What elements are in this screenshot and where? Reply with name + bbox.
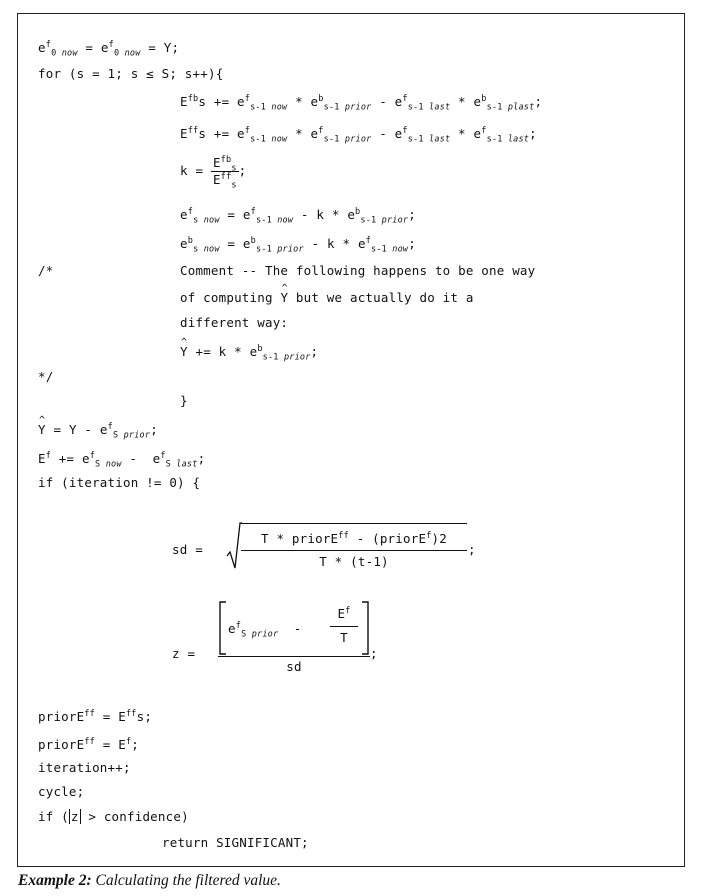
sd-fraction-bar xyxy=(241,550,467,551)
code-line-for: for (s = 1; s ≤ S; s++){ xyxy=(38,66,224,81)
z-lhs: z = xyxy=(172,646,196,661)
code-line-k: k = $\frac{E^{fb}_s}{E^{ff}_s}$ ; xyxy=(180,154,247,191)
code-line-ef-accum: $E^f += e^f_S$ $_{now} - e^f_S$ $_{last}$; xyxy=(38,450,206,470)
code-line-if-z: if ( z > confidence) xyxy=(38,809,189,824)
k-fraction: $\frac{E^{fb}_s}{E^{ff}_s}$ xyxy=(212,154,237,191)
code-line-ef-now: $e^f_s$ $_{now} = e^f_{s-1}$ $_{now}$ - k * $e^b_{s-1}$ $_{prior}$; xyxy=(180,206,416,226)
comment-line-2: of computing ^ Y but we actually do it a xyxy=(180,290,474,306)
comment-line-1: Comment -- The following happens to be one way xyxy=(180,263,536,278)
code-line-eb-now: $e^b_s$ $_{now} = e^b_{s-1}$ $_{prior}$ - k * $e^f_{s-1}$ $_{now}$; xyxy=(180,235,416,255)
code-line-prior-eff: priorE$^{ff}$ = $E^{ff}s$; xyxy=(38,708,153,724)
code-line-cycle: cycle; xyxy=(38,784,85,799)
code-line-prior-ef: priorE$^{ff}$ = $E^f$; xyxy=(38,736,139,752)
code-line-init: $e^f_0$ $_{now} = e^f_0$ $_{now}$ = Y; xyxy=(38,39,180,59)
z-inner-num: $E^f$ xyxy=(337,605,351,621)
sqrt-sign xyxy=(226,520,242,570)
sd-end: ; xyxy=(468,542,476,557)
z-fraction-bar xyxy=(218,656,370,657)
comment-close: */ xyxy=(38,369,54,384)
z-inner-bar xyxy=(330,626,358,627)
z-end: ; xyxy=(370,646,378,661)
code-line-efb: $E^{fb}s += e^f_{s-1}$ $_{now} * e^b_{s-1}$ $_{prior} - e^f_{s-1}$ $_{last} * e^b_{s-1}$ $_{plast}$; xyxy=(180,93,543,113)
figure-caption: Example 2: Calculating the filtered value. xyxy=(18,872,281,889)
code-line-return: return SIGNIFICANT; xyxy=(162,835,309,850)
comment-open: /* xyxy=(38,263,54,278)
comment-line-4: ^ $Y += k * e^b_{s-1}$ $_{prior}$; xyxy=(180,344,318,360)
sd-numerator: T * priorE$^{ff}$ - (priorE$^f$)2 xyxy=(261,530,447,546)
z-inner-den: T xyxy=(340,630,348,645)
z-numerator-left: $e^f_S$ $_{prior}$ - xyxy=(228,620,302,640)
sqrt-overbar xyxy=(241,523,467,524)
code-line-eff: $E^{ff}s += e^f_{s-1}$ $_{now} * e^f_{s-1}$ $_{prior} - e^f_{s-1}$ $_{last} * e^f_{s-1}$ $_{last}$; xyxy=(180,125,537,145)
comment-line-3: different way: xyxy=(180,315,289,330)
sd-lhs: sd = xyxy=(172,542,203,557)
code-line-if-iteration: if (iteration != 0) { xyxy=(38,475,201,490)
code-line-yhat: ^ $Y = Y - e^f_S$ $_{prior}$; xyxy=(38,422,158,438)
closing-brace: } xyxy=(180,393,188,408)
sd-denominator: T * (t-1) xyxy=(319,554,389,569)
z-denominator: sd xyxy=(286,659,302,674)
code-line-iteration-inc: iteration++; xyxy=(38,760,131,775)
